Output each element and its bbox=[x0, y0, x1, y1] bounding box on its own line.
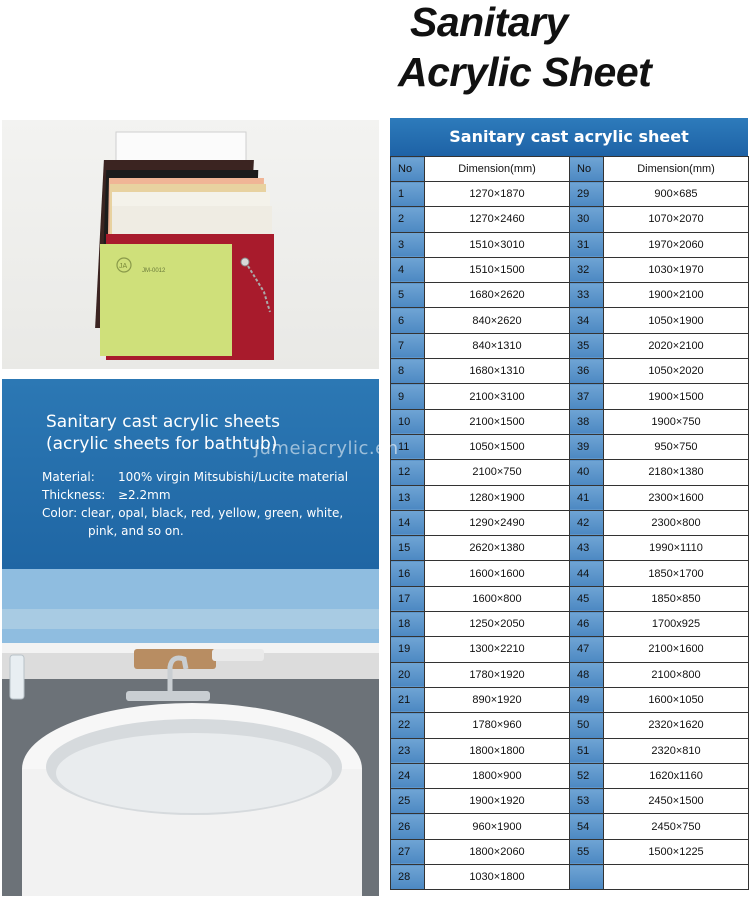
row-no-right: 39 bbox=[570, 434, 604, 459]
table-row bbox=[391, 283, 749, 308]
table-row bbox=[391, 687, 749, 712]
material-label: Material: bbox=[42, 470, 95, 484]
row-no-left: 4 bbox=[391, 257, 425, 282]
row-no-right: 31 bbox=[570, 232, 604, 257]
row-no-left: 11 bbox=[391, 434, 425, 459]
header-no-2: No bbox=[570, 157, 604, 182]
swatch-illustration bbox=[2, 120, 379, 369]
table-row bbox=[391, 384, 749, 409]
row-no-right: 38 bbox=[570, 409, 604, 434]
row-no-right: 43 bbox=[570, 536, 604, 561]
row-no-left: 16 bbox=[391, 561, 425, 586]
header-dimension-2: Dimension(mm) bbox=[604, 157, 749, 182]
row-dimension-left: 1250×2050 bbox=[425, 612, 570, 637]
row-dimension-left: 2100×3100 bbox=[425, 384, 570, 409]
swatch-sample-photo bbox=[2, 120, 379, 369]
table-row bbox=[391, 409, 749, 434]
table-row bbox=[391, 257, 749, 282]
row-no-right: 44 bbox=[570, 561, 604, 586]
row-no-right: 30 bbox=[570, 207, 604, 232]
row-dimension-right: 2020×2100 bbox=[604, 333, 749, 358]
table-row bbox=[391, 738, 749, 763]
row-no-left: 28 bbox=[391, 865, 425, 890]
row-no-right: 45 bbox=[570, 586, 604, 611]
row-dimension-left: 1280×1900 bbox=[425, 485, 570, 510]
table-row bbox=[391, 359, 749, 384]
swatch-card-label: JM-0012 bbox=[142, 268, 166, 274]
row-no-right: 32 bbox=[570, 257, 604, 282]
row-no-right: 33 bbox=[570, 283, 604, 308]
row-dimension-right: 1030×1970 bbox=[604, 257, 749, 282]
row-no-right: 47 bbox=[570, 637, 604, 662]
table-row bbox=[391, 612, 749, 637]
thickness-row bbox=[42, 488, 171, 502]
row-dimension-right: 1990×1110 bbox=[604, 536, 749, 561]
page-title-line2: Acrylic Sheet bbox=[398, 49, 652, 95]
row-dimension-right: 900×685 bbox=[604, 182, 749, 207]
row-no-right: 35 bbox=[570, 333, 604, 358]
row-dimension-left: 1800×2060 bbox=[425, 839, 570, 864]
table-row bbox=[391, 763, 749, 788]
watermark: jumeiacrylic.en bbox=[254, 438, 399, 459]
row-no-right: 51 bbox=[570, 738, 604, 763]
row-no-right: 41 bbox=[570, 485, 604, 510]
row-dimension-left: 1270×2460 bbox=[425, 207, 570, 232]
table-row bbox=[391, 460, 749, 485]
row-no-left: 7 bbox=[391, 333, 425, 358]
row-no-right: 34 bbox=[570, 308, 604, 333]
row-dimension-left: 960×1900 bbox=[425, 814, 570, 839]
row-no-left: 14 bbox=[391, 510, 425, 535]
row-no-left: 20 bbox=[391, 662, 425, 687]
info-heading-line2: (acrylic sheets for bathtub) bbox=[46, 434, 278, 454]
row-no-left: 24 bbox=[391, 763, 425, 788]
row-no-left: 15 bbox=[391, 536, 425, 561]
row-dimension-right: 1970×2060 bbox=[604, 232, 749, 257]
row-no-right: 52 bbox=[570, 763, 604, 788]
row-dimension-left: 1030×1800 bbox=[425, 865, 570, 890]
row-no-left: 23 bbox=[391, 738, 425, 763]
row-dimension-left: 840×2620 bbox=[425, 308, 570, 333]
row-dimension-left: 2100×1500 bbox=[425, 409, 570, 434]
row-dimension-right: 2100×800 bbox=[604, 662, 749, 687]
product-info-panel bbox=[2, 379, 379, 569]
row-no-right: 53 bbox=[570, 789, 604, 814]
table-row bbox=[391, 662, 749, 687]
table-title: Sanitary cast acrylic sheet bbox=[390, 118, 748, 156]
table-row bbox=[391, 637, 749, 662]
row-dimension-left: 1900×1920 bbox=[425, 789, 570, 814]
row-dimension-right: 1850×1700 bbox=[604, 561, 749, 586]
row-no-left: 9 bbox=[391, 384, 425, 409]
header-no-1: No bbox=[391, 157, 425, 182]
row-no-left: 2 bbox=[391, 207, 425, 232]
row-no-left: 5 bbox=[391, 283, 425, 308]
color-row-continued: pink, and so on. bbox=[88, 524, 184, 538]
table-row bbox=[391, 182, 749, 207]
bathtub-illustration bbox=[2, 569, 379, 896]
row-dimension-right: 1050×1900 bbox=[604, 308, 749, 333]
row-no-left: 19 bbox=[391, 637, 425, 662]
row-no-left: 26 bbox=[391, 814, 425, 839]
row-dimension-right: 1620x1160 bbox=[604, 763, 749, 788]
table-row bbox=[391, 561, 749, 586]
table-row bbox=[391, 333, 749, 358]
row-dimension-right: 1850×850 bbox=[604, 586, 749, 611]
table-row bbox=[391, 814, 749, 839]
table-row bbox=[391, 713, 749, 738]
row-dimension-left: 1800×900 bbox=[425, 763, 570, 788]
row-no-right bbox=[570, 865, 604, 890]
row-no-left: 1 bbox=[391, 182, 425, 207]
table-row bbox=[391, 207, 749, 232]
row-no-left: 27 bbox=[391, 839, 425, 864]
row-no-right: 50 bbox=[570, 713, 604, 738]
row-dimension-left: 1300×2210 bbox=[425, 637, 570, 662]
table-row bbox=[391, 510, 749, 535]
thickness-value: ≥2.2mm bbox=[118, 488, 171, 502]
table-row bbox=[391, 586, 749, 611]
material-value: 100% virgin Mitsubishi/Lucite material bbox=[118, 470, 349, 484]
row-dimension-left: 1510×1500 bbox=[425, 257, 570, 282]
row-dimension-right: 1900×750 bbox=[604, 409, 749, 434]
row-no-left: 22 bbox=[391, 713, 425, 738]
row-dimension-right: 1050×2020 bbox=[604, 359, 749, 384]
row-dimension-right: 2450×1500 bbox=[604, 789, 749, 814]
row-no-right: 40 bbox=[570, 460, 604, 485]
row-dimension-right: 1900×2100 bbox=[604, 283, 749, 308]
row-dimension-left: 2620×1380 bbox=[425, 536, 570, 561]
row-no-right: 37 bbox=[570, 384, 604, 409]
row-no-left: 17 bbox=[391, 586, 425, 611]
row-dimension-right: 2180×1380 bbox=[604, 460, 749, 485]
row-dimension-left: 1510×3010 bbox=[425, 232, 570, 257]
svg-text:JA: JA bbox=[119, 263, 128, 270]
row-no-right: 29 bbox=[570, 182, 604, 207]
row-dimension-left: 1780×960 bbox=[425, 713, 570, 738]
table-header-row bbox=[391, 157, 749, 182]
row-dimension-right: 1500×1225 bbox=[604, 839, 749, 864]
row-dimension-left: 1290×2490 bbox=[425, 510, 570, 535]
row-no-left: 12 bbox=[391, 460, 425, 485]
row-dimension-right: 2100×1600 bbox=[604, 637, 749, 662]
table-row bbox=[391, 308, 749, 333]
row-dimension-right: 2300×1600 bbox=[604, 485, 749, 510]
row-no-left: 3 bbox=[391, 232, 425, 257]
row-no-right: 54 bbox=[570, 814, 604, 839]
table-row bbox=[391, 485, 749, 510]
material-row bbox=[42, 470, 348, 484]
row-dimension-right: 1600×1050 bbox=[604, 687, 749, 712]
row-dimension-left: 1680×2620 bbox=[425, 283, 570, 308]
row-no-right: 48 bbox=[570, 662, 604, 687]
row-dimension-left: 1600×800 bbox=[425, 586, 570, 611]
row-dimension-left: 890×1920 bbox=[425, 687, 570, 712]
info-heading bbox=[46, 411, 280, 455]
table-row bbox=[391, 789, 749, 814]
table-row bbox=[391, 434, 749, 459]
row-dimension-right: 1700x925 bbox=[604, 612, 749, 637]
row-no-right: 46 bbox=[570, 612, 604, 637]
row-dimension-left: 1600×1600 bbox=[425, 561, 570, 586]
row-dimension-right: 1900×1500 bbox=[604, 384, 749, 409]
row-no-left: 13 bbox=[391, 485, 425, 510]
row-dimension-right: 2300×800 bbox=[604, 510, 749, 535]
row-no-left: 10 bbox=[391, 409, 425, 434]
page-title-line1: Sanitary bbox=[410, 0, 568, 45]
row-dimension-right bbox=[604, 865, 749, 890]
row-no-left: 21 bbox=[391, 687, 425, 712]
row-dimension-left: 840×1310 bbox=[425, 333, 570, 358]
row-dimension-right: 1070×2070 bbox=[604, 207, 749, 232]
color-row: Color: clear, opal, black, red, yellow, green, white, bbox=[42, 506, 344, 520]
info-heading-line1: Sanitary cast acrylic sheets bbox=[46, 412, 281, 432]
row-dimension-left: 2100×750 bbox=[425, 460, 570, 485]
row-no-right: 36 bbox=[570, 359, 604, 384]
row-dimension-left: 1780×1920 bbox=[425, 662, 570, 687]
table-row bbox=[391, 839, 749, 864]
row-dimension-right: 2320×1620 bbox=[604, 713, 749, 738]
row-dimension-left: 1270×1870 bbox=[425, 182, 570, 207]
row-no-left: 6 bbox=[391, 308, 425, 333]
header-dimension-1: Dimension(mm) bbox=[425, 157, 570, 182]
bathtub-photo bbox=[2, 569, 379, 896]
row-dimension-right: 2320×810 bbox=[604, 738, 749, 763]
row-no-left: 8 bbox=[391, 359, 425, 384]
thickness-label: Thickness: bbox=[42, 488, 106, 502]
dimension-table bbox=[390, 156, 749, 890]
row-no-left: 25 bbox=[391, 789, 425, 814]
row-no-right: 42 bbox=[570, 510, 604, 535]
row-no-right: 55 bbox=[570, 839, 604, 864]
table-row bbox=[391, 232, 749, 257]
dimension-table-container bbox=[390, 118, 748, 890]
table-row bbox=[391, 536, 749, 561]
row-dimension-left: 1800×1800 bbox=[425, 738, 570, 763]
row-no-left: 18 bbox=[391, 612, 425, 637]
row-dimension-left: 1680×1310 bbox=[425, 359, 570, 384]
row-no-right: 49 bbox=[570, 687, 604, 712]
row-dimension-right: 950×750 bbox=[604, 434, 749, 459]
row-dimension-right: 2450×750 bbox=[604, 814, 749, 839]
row-dimension-left: 1050×1500 bbox=[425, 434, 570, 459]
table-row bbox=[391, 865, 749, 890]
